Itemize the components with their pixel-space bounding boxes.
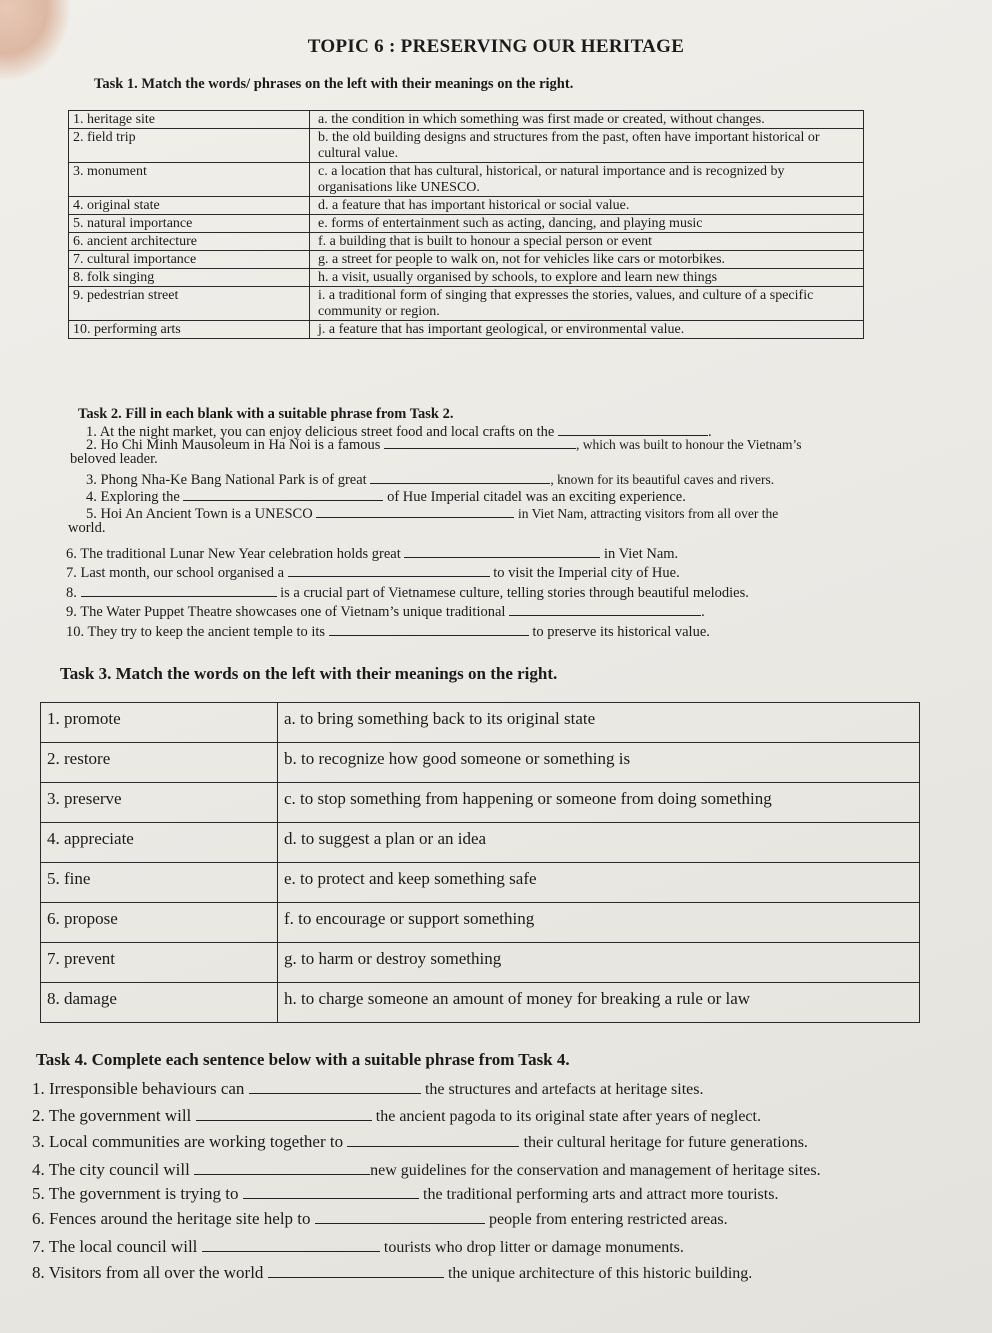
- table-row: [69, 215, 864, 233]
- meaning-cell: j. a feature that has important geological, or environmental value.: [310, 321, 864, 339]
- sentence-text: 2. Ho Chi Minh Mausoleum in Ha Noi is a famous: [86, 437, 381, 453]
- sentence-text: 1. Irresponsible behaviours can: [32, 1079, 245, 1098]
- term-cell: 2. field trip: [69, 129, 310, 163]
- task4-item-2: [32, 1106, 761, 1126]
- meaning-cell: i. a traditional form of singing that expresses the stories, values, and culture of a specific community or region.: [310, 287, 864, 321]
- term-cell: 8. damage: [41, 983, 278, 1023]
- sentence-text: 6. The traditional Lunar New Year celebration holds great: [66, 546, 401, 562]
- task4-item-6: [32, 1209, 728, 1229]
- sentence-text: the ancient pagoda to its original state after years of neglect.: [375, 1108, 761, 1125]
- table-row: [69, 111, 864, 129]
- meaning-cell: d. a feature that has important historical or social value.: [310, 197, 864, 215]
- task2-item-2-cont: beloved leader.: [70, 451, 158, 467]
- sentence-text: 6. Fences around the heritage site help to: [32, 1209, 311, 1228]
- table-row: [69, 163, 864, 197]
- task4-item-8: [32, 1263, 752, 1283]
- answer-blank[interactable]: [329, 625, 529, 636]
- table-row: [69, 287, 864, 321]
- meaning-cell: f. to encourage or support something: [278, 903, 920, 943]
- task4-item-3: [32, 1132, 808, 1152]
- meaning-cell: g. to harm or destroy something: [278, 943, 920, 983]
- table-row: [69, 321, 864, 339]
- table-row: [69, 129, 864, 163]
- answer-blank[interactable]: [249, 1083, 421, 1094]
- task2-item-9: [66, 604, 705, 621]
- sentence-text: the traditional performing arts and attract more tourists.: [423, 1186, 779, 1203]
- term-cell: 3. monument: [69, 163, 310, 197]
- term-cell: 7. cultural importance: [69, 251, 310, 269]
- answer-blank[interactable]: [370, 473, 550, 484]
- answer-blank[interactable]: [196, 1110, 372, 1121]
- task4-item-1: [32, 1079, 703, 1099]
- task2-item-2: [86, 437, 801, 454]
- sentence-text: .: [701, 604, 705, 620]
- meaning-cell: b. the old building designs and structures from the past, often have important historical or cultural value.: [310, 129, 864, 163]
- answer-blank[interactable]: [558, 425, 708, 436]
- table-row: [41, 943, 920, 983]
- sentence-text: , which was built to honour the Vietnam’s: [576, 437, 802, 452]
- table-row: [69, 233, 864, 251]
- task1-heading: Task 1. Match the words/ phrases on the left with their meanings on the right.: [94, 76, 574, 92]
- meaning-cell: f. a building that is built to honour a special person or event: [310, 233, 864, 251]
- task2-heading: Task 2. Fill in each blank with a suitable phrase from Task 2.: [78, 406, 454, 422]
- term-cell: 5. natural importance: [69, 215, 310, 233]
- sentence-text: the unique architecture of this historic building.: [447, 1265, 753, 1282]
- task2-item-7: [66, 565, 680, 582]
- term-cell: 9. pedestrian street: [69, 287, 310, 321]
- table-row: [41, 743, 920, 783]
- table-row: [41, 863, 920, 903]
- meaning-cell: c. to stop something from happening or someone from doing something: [278, 783, 920, 823]
- task2-item-6: [66, 546, 678, 563]
- task2-item-3: [86, 472, 774, 489]
- meaning-cell: a. to bring something back to its original state: [278, 703, 920, 743]
- task4-item-5: [32, 1184, 778, 1204]
- meaning-cell: b. to recognize how good someone or something is: [278, 743, 920, 783]
- sentence-text: is a crucial part of Vietnamese culture, telling stories through beautiful melodies.: [280, 585, 749, 601]
- term-cell: 6. ancient architecture: [69, 233, 310, 251]
- sentence-text: 2. The government will: [32, 1106, 192, 1125]
- page-title: TOPIC 6 : PRESERVING OUR HERITAGE: [307, 36, 685, 57]
- sentence-text: 7. Last month, our school organised a: [66, 565, 285, 581]
- meaning-cell: h. a visit, usually organised by schools, to explore and learn new things: [310, 269, 864, 287]
- sentence-text: , known for its beautiful caves and rivers.: [550, 472, 775, 487]
- sentence-text: the structures and artefacts at heritage sites.: [424, 1081, 704, 1098]
- sentence-text: .: [707, 424, 712, 440]
- answer-blank[interactable]: [384, 438, 576, 449]
- task2-item-5-cont: world.: [68, 520, 106, 536]
- task4-item-4: [32, 1160, 821, 1180]
- task3-heading: Task 3. Match the words on the left with their meanings on the right.: [60, 664, 558, 683]
- answer-blank[interactable]: [288, 566, 490, 577]
- meaning-cell: e. forms of entertainment such as acting, dancing, and playing music: [310, 215, 864, 233]
- sentence-text: 5. The government is trying to: [32, 1184, 239, 1203]
- table-row: [41, 703, 920, 743]
- answer-blank[interactable]: [315, 1213, 485, 1224]
- sentence-text: their cultural heritage for future generations.: [523, 1134, 808, 1151]
- sentence-text: new guidelines for the conservation and management of heritage sites.: [370, 1162, 821, 1179]
- meaning-cell: d. to suggest a plan or an idea: [278, 823, 920, 863]
- answer-blank[interactable]: [183, 490, 383, 501]
- sentence-text: 4. Exploring the: [86, 489, 180, 505]
- sentence-text: 8. Visitors from all over the world: [32, 1263, 264, 1282]
- term-cell: 1. heritage site: [69, 111, 310, 129]
- task1-table: [68, 110, 864, 339]
- term-cell: 4. original state: [69, 197, 310, 215]
- meaning-cell: e. to protect and keep something safe: [278, 863, 920, 903]
- sentence-text: 9. The Water Puppet Theatre showcases one of Vietnam’s unique traditional: [66, 604, 506, 620]
- answer-blank[interactable]: [243, 1188, 419, 1199]
- table-row: [69, 197, 864, 215]
- sentence-text: to preserve its historical value.: [532, 624, 710, 640]
- term-cell: 7. prevent: [41, 943, 278, 983]
- answer-blank[interactable]: [81, 586, 277, 597]
- term-cell: 4. appreciate: [41, 823, 278, 863]
- term-cell: 2. restore: [41, 743, 278, 783]
- sentence-text: 4. The city council will: [32, 1160, 190, 1179]
- term-cell: 1. promote: [41, 703, 278, 743]
- sentence-text: 1. At the night market, you can enjoy delicious street food and local crafts on the: [86, 424, 555, 440]
- answer-blank[interactable]: [404, 547, 600, 558]
- meaning-cell: h. to charge someone an amount of money for breaking a rule or law: [278, 983, 920, 1023]
- answer-blank[interactable]: [202, 1241, 380, 1252]
- meaning-cell: c. a location that has cultural, historical, or natural importance and is recognized by organisations like UNESCO.: [310, 163, 864, 197]
- task2-item-10: [66, 624, 710, 641]
- term-cell: 10. performing arts: [69, 321, 310, 339]
- sentence-text: tourists who drop litter or damage monuments.: [383, 1239, 684, 1256]
- task2-item-5: [86, 506, 778, 523]
- task4-heading: Task 4. Complete each sentence below with a suitable phrase from Task 4.: [36, 1050, 570, 1069]
- answer-blank[interactable]: [509, 605, 701, 616]
- sentence-text: in Viet Nam.: [604, 546, 679, 562]
- term-cell: 8. folk singing: [69, 269, 310, 287]
- term-cell: 6. propose: [41, 903, 278, 943]
- table-row: [41, 903, 920, 943]
- answer-blank[interactable]: [194, 1164, 370, 1175]
- sentence-text: 8.: [66, 585, 77, 601]
- table-row: [41, 783, 920, 823]
- term-cell: 3. preserve: [41, 783, 278, 823]
- answer-blank[interactable]: [268, 1267, 444, 1278]
- sentence-text: people from entering restricted areas.: [489, 1211, 728, 1228]
- sentence-text: 5. Hoi An Ancient Town is a UNESCO: [86, 506, 313, 522]
- sentence-text: in Viet Nam, attracting visitors from all over the: [517, 506, 779, 521]
- sentence-text: 3. Phong Nha-Ke Bang National Park is of great: [86, 472, 367, 488]
- sentence-text: 3. Local communities are working together to: [32, 1132, 344, 1151]
- table-row: [41, 823, 920, 863]
- answer-blank[interactable]: [316, 507, 514, 518]
- task2-item-8: [66, 585, 749, 602]
- table-row: [41, 983, 920, 1023]
- sentence-text: 10. They try to keep the ancient temple to its: [66, 624, 326, 640]
- meaning-cell: a. the condition in which something was first made or created, without changes.: [310, 111, 864, 129]
- task4-item-7: [32, 1237, 684, 1257]
- table-row: [69, 269, 864, 287]
- task3-table: [40, 702, 920, 1023]
- table-row: [69, 251, 864, 269]
- sentence-text: 7. The local council will: [32, 1237, 198, 1256]
- term-cell: 5. fine: [41, 863, 278, 903]
- meaning-cell: g. a street for people to walk on, not for vehicles like cars or motorbikes.: [310, 251, 864, 269]
- sentence-text: of Hue Imperial citadel was an exciting experience.: [387, 489, 686, 505]
- sentence-text: to visit the Imperial city of Hue.: [493, 565, 680, 581]
- answer-blank[interactable]: [347, 1136, 519, 1147]
- task2-item-4: [86, 489, 686, 506]
